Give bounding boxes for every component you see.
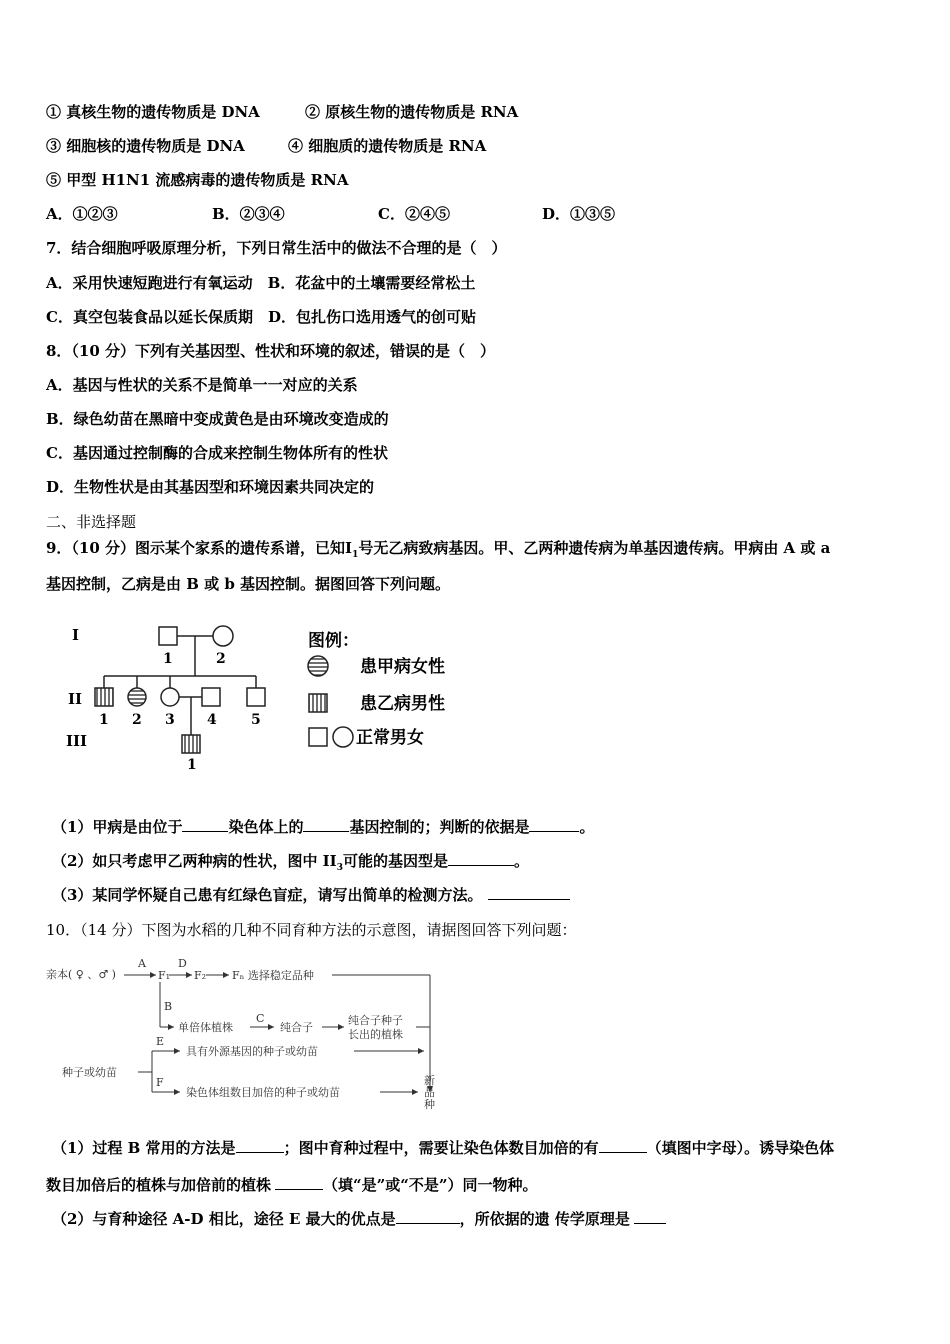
q7-stem: 7．结合细胞呼吸原理分析，下列日常生活中的做法不合理的是（ ）: [46, 239, 507, 257]
ii4-normal-male: [202, 688, 220, 706]
answer-blank[interactable]: [236, 1138, 284, 1153]
ii3-number: 3: [165, 712, 175, 728]
ii2-number: 2: [132, 712, 142, 728]
q8-option-d: D．生物性状是由其基因型和环境因素共同决定的: [46, 478, 375, 496]
gen-label-iii: III: [66, 732, 88, 750]
q10-sub1: （1）过程 B 常用的方法是 ；图中育种过程中，需要让染色体数目加倍的有 （填图中字母）。诱导染色体: [52, 1139, 835, 1157]
legend-female-stripe-icon: [308, 656, 328, 676]
diagram-label-b: B: [164, 1000, 173, 1013]
q6-option-b: B．②③④: [212, 205, 285, 223]
i2-normal-female: [213, 626, 233, 646]
q8-option-c: C．基因通过控制酶的合成来控制生物体所有的性状: [46, 444, 388, 462]
diagram-fn: Fₙ 选择稳定品种: [232, 969, 314, 982]
iii1-affected-male: [182, 735, 200, 753]
ii5-normal-male: [247, 688, 265, 706]
breeding-diagram: [44, 952, 464, 1112]
pedigree-chart: [60, 618, 480, 778]
section-heading: 二、非选择题: [46, 513, 137, 531]
legend-male-stripe-icon: [309, 694, 327, 712]
q6-option-a: A．①②③: [46, 205, 118, 223]
iii1-number: 1: [187, 757, 197, 773]
diagram-label-a: A: [138, 957, 146, 970]
q6-option-d: D．①③⑤: [542, 205, 616, 223]
diagram-pure-seed-line2: 长出的植株: [348, 1028, 403, 1041]
diagram-seed: 种子或幼苗: [62, 1066, 117, 1079]
legend-item-2: 患乙病男性: [360, 694, 445, 714]
q10-sub2: （2）与育种途径 A-D 相比，途径 E 最大的优点是 ，所依据的遗 传学原理是: [52, 1209, 666, 1229]
diagram-doubled: 染色体组数目加倍的种子或幼苗: [186, 1086, 340, 1099]
gen-label-i: I: [72, 626, 80, 644]
legend-item-1: 患甲病女性: [360, 657, 445, 677]
q10-sub1-line2: 数目加倍后的植株与加倍前的植株 （填“是”或“不是”）同一物种。: [46, 1176, 538, 1194]
q9-stem-line2: 基因控制，乙病是由 B 或 b 基因控制。据图回答下列问题。: [46, 575, 451, 593]
ii3-normal-female: [161, 688, 179, 706]
i2-number: 2: [216, 651, 226, 667]
ii2-affected-female: [128, 688, 146, 706]
diagram-f1: F₁: [158, 969, 171, 982]
i1-number: 1: [163, 651, 173, 667]
answer-blank[interactable]: [303, 817, 349, 832]
answer-blank[interactable]: [396, 1209, 460, 1224]
diagram-pure: 纯合子: [280, 1021, 313, 1034]
ii1-number: 1: [99, 712, 109, 728]
diagram-f2: F₂: [194, 969, 207, 982]
answer-blank[interactable]: [448, 851, 514, 866]
legend-normal-female-icon: [333, 727, 353, 747]
gen-label-ii: II: [68, 690, 83, 708]
q9-stem: 9．（10 分）图示某个家系的遗传系谱，已知$Ⅰ_1$号无乙病致病基因。甲、乙两种遗传病为单基因遗传病。甲病由 A 或 a: [46, 539, 831, 560]
answer-blank[interactable]: [488, 885, 570, 900]
q9-sub2: （2）如只考虑甲乙两种病的性状，图中 $II_3$可能的基因型是 。: [52, 852, 529, 873]
q10-stem: 10．（14 分）下图为水稻的几种不同育种方法的示意图，请据图回答下列问题：: [46, 921, 577, 939]
diagram-label-f: F: [156, 1076, 164, 1089]
diagram-new-variety-1: 新: [424, 1074, 435, 1087]
answer-blank[interactable]: [182, 817, 228, 832]
q8-stem: 8．（10 分）下列有关基因型、性状和环境的叙述，错误的是（ ）: [46, 342, 496, 360]
diagram-pure-seed-line1: 纯合子种子: [348, 1014, 403, 1027]
q7-options-cd: C．真空包装食品以延长保质期 D．包扎伤口选用透气的创可贴: [46, 308, 476, 326]
legend-item-3: 正常男女: [356, 728, 424, 748]
legend-title: 图例：: [308, 631, 359, 651]
answer-blank[interactable]: [275, 1175, 323, 1190]
q6-option-c: C．②④⑤: [378, 205, 450, 223]
q7-options-ab: A．采用快速短跑进行有氧运动 B．花盆中的土壤需要经常松土: [46, 274, 476, 292]
answer-blank[interactable]: [599, 1138, 647, 1153]
q8-option-a: A．基因与性状的关系不是简单一一对应的关系: [46, 376, 358, 394]
legend-normal-male-icon: [309, 728, 327, 746]
diagram-foreign: 具有外源基因的种子或幼苗: [186, 1045, 318, 1058]
diagram-parent: 亲本( ♀ 、♂ ): [46, 968, 116, 981]
q6-statement-3: ③ 细胞核的遗传物质是 DNA: [46, 137, 245, 155]
diagram-new-variety-2: 品: [424, 1086, 435, 1099]
q8-option-b: B．绿色幼苗在黑暗中变成黄色是由环境改变造成的: [46, 410, 389, 428]
q6-statement-1: ① 真核生物的遗传物质是 DNA: [46, 103, 260, 121]
q6-statement-5: ⑤ 甲型 H1N1 流感病毒的遗传物质是 RNA: [46, 171, 349, 189]
q6-statement-4: ④ 细胞质的遗传物质是 RNA: [288, 137, 487, 155]
i1-normal-male: [159, 627, 177, 645]
ii1-affected-male: [95, 688, 113, 706]
answer-blank[interactable]: [634, 1209, 666, 1224]
ii4-number: 4: [207, 712, 217, 728]
diagram-label-e: E: [156, 1035, 165, 1048]
q6-statement-2: ② 原核生物的遗传物质是 RNA: [305, 103, 519, 121]
diagram-label-c: C: [256, 1012, 265, 1025]
diagram-haploid: 单倍体植株: [178, 1021, 233, 1034]
q9-sub3: （3）某同学怀疑自己患有红绿色盲症，请写出简单的检测方法。: [52, 885, 570, 905]
diagram-new-variety-3: 种: [424, 1098, 435, 1111]
q9-sub1: （1）甲病是由位于 染色体上的 基因控制的；判断的依据是 。: [52, 818, 595, 836]
diagram-label-d: D: [178, 957, 187, 970]
answer-blank[interactable]: [529, 817, 579, 832]
ii5-number: 5: [251, 712, 261, 728]
